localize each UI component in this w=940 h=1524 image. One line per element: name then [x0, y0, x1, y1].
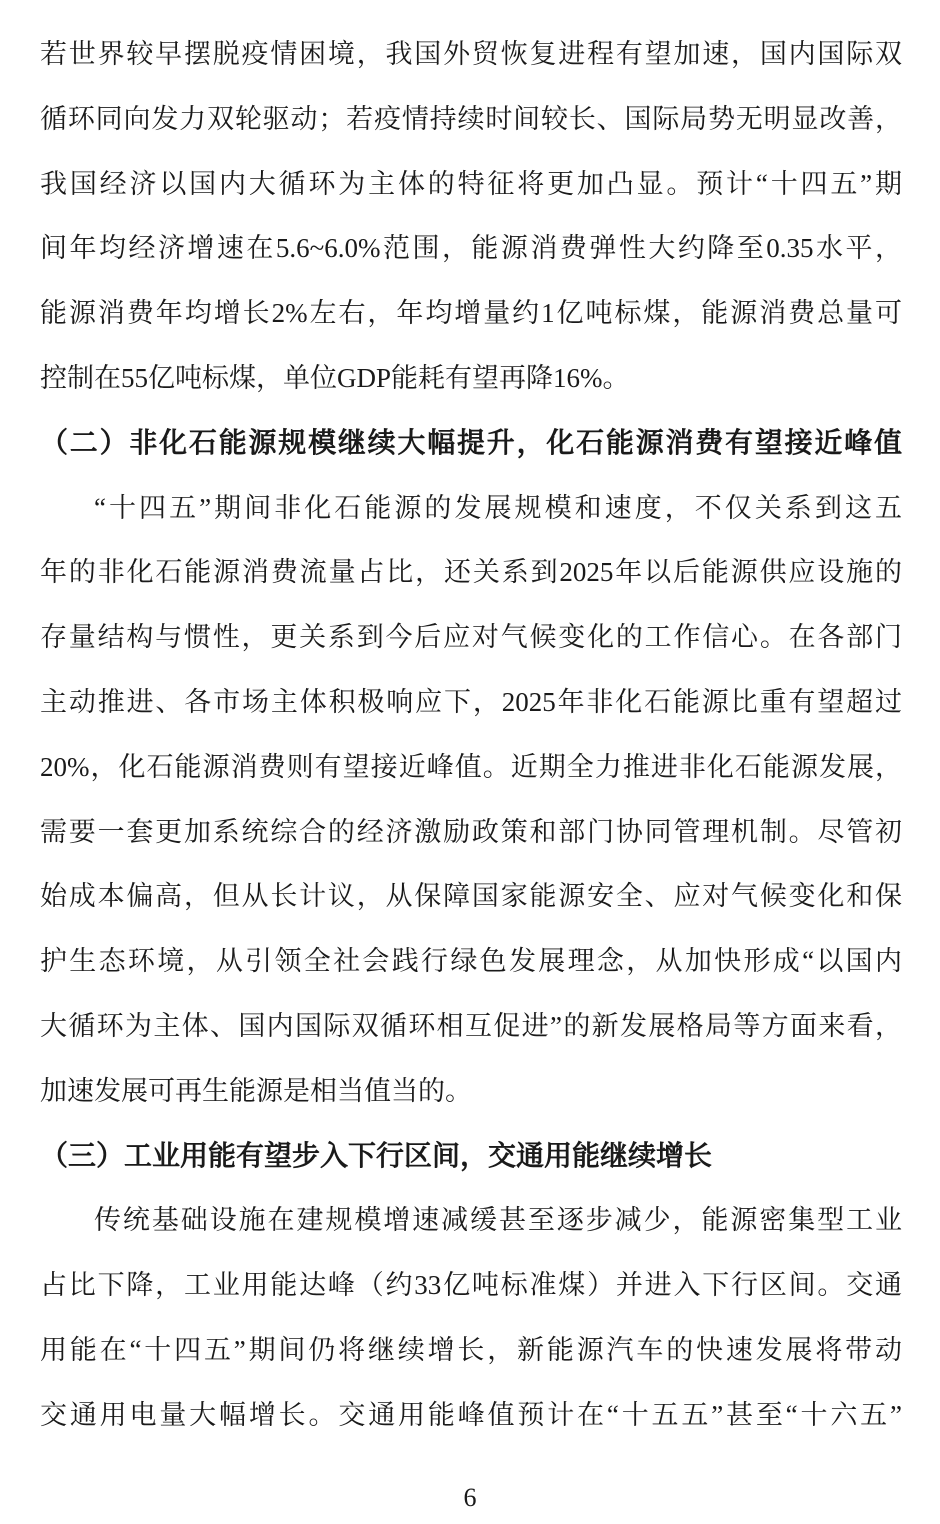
text-line: 控制在55亿吨标煤，单位GDP能耗有望再降16%。 — [40, 362, 630, 393]
text-line: 加速发展可再生能源是相当值当的。 — [40, 1075, 472, 1106]
section-heading: （三）工业用能有望步入下行区间，交通用能继续增长 — [40, 1139, 713, 1171]
text-line: 传统基础设施在建规模增速减缓甚至逐步减少，能源密集型工业 — [94, 1205, 902, 1236]
text-line: 存量结构与惯性，更关系到今后应对气候变化的工作信心。在各部门 — [40, 622, 902, 653]
text-line: 若世界较早摆脱疫情困境，我国外贸恢复进程有望加速，国内国际双 — [40, 39, 902, 69]
text-line: 间年均经济增速在5.6~6.0%范围，能源消费弹性大约降至0.35水平， — [40, 233, 902, 264]
text-line: 20%，化石能源消费则有望接近峰值。近期全力推进非化石能源发展， — [40, 751, 902, 782]
section-heading: （二）非化石能源规模继续大幅提升，化石能源消费有望接近峰值 — [40, 426, 902, 458]
text-line: 主动推进、各市场主体积极响应下，2025年非化石能源比重有望超过 — [40, 686, 902, 717]
text-line: 始成本偏高，但从长计议，从保障国家能源安全、应对气候变化和保 — [40, 881, 902, 912]
text-line: 我国经济以国内大循环为主体的特征将更加凸显。预计“十四五”期 — [40, 168, 902, 199]
page-number: 6 — [463, 1483, 477, 1512]
text-line: “十四五”期间非化石能源的发展规模和速度，不仅关系到这五 — [94, 492, 902, 523]
text-line: 需要一套更加系统综合的经济激励政策和部门协同管理机制。尽管初 — [40, 816, 902, 847]
document-body — [40, 22, 902, 1448]
text-line: 能源消费年均增长2%左右，年均增量约1亿吨标煤，能源消费总量可 — [40, 298, 902, 329]
text-line: 年的非化石能源消费流量占比，还关系到2025年以后能源供应设施的 — [40, 557, 902, 588]
text-line: 用能在“十四五”期间仍将继续增长，新能源汽车的快速发展将带动 — [40, 1334, 902, 1365]
text-line: 交通用电量大幅增长。交通用能峰值预计在“十五五”甚至“十六五” — [40, 1399, 902, 1430]
text-line: 占比下降，工业用能达峰（约33亿吨标准煤）并进入下行区间。交通 — [40, 1270, 902, 1301]
text-line: 大循环为主体、国内国际双循环相互促进”的新发展格局等方面来看， — [40, 1010, 902, 1041]
text-line: 护生态环境，从引领全社会践行绿色发展理念，从加快形成“以国内 — [40, 946, 902, 977]
text-line: 循环同向发力双轮驱动；若疫情持续时间较长、国际局势无明显改善， — [40, 103, 902, 134]
